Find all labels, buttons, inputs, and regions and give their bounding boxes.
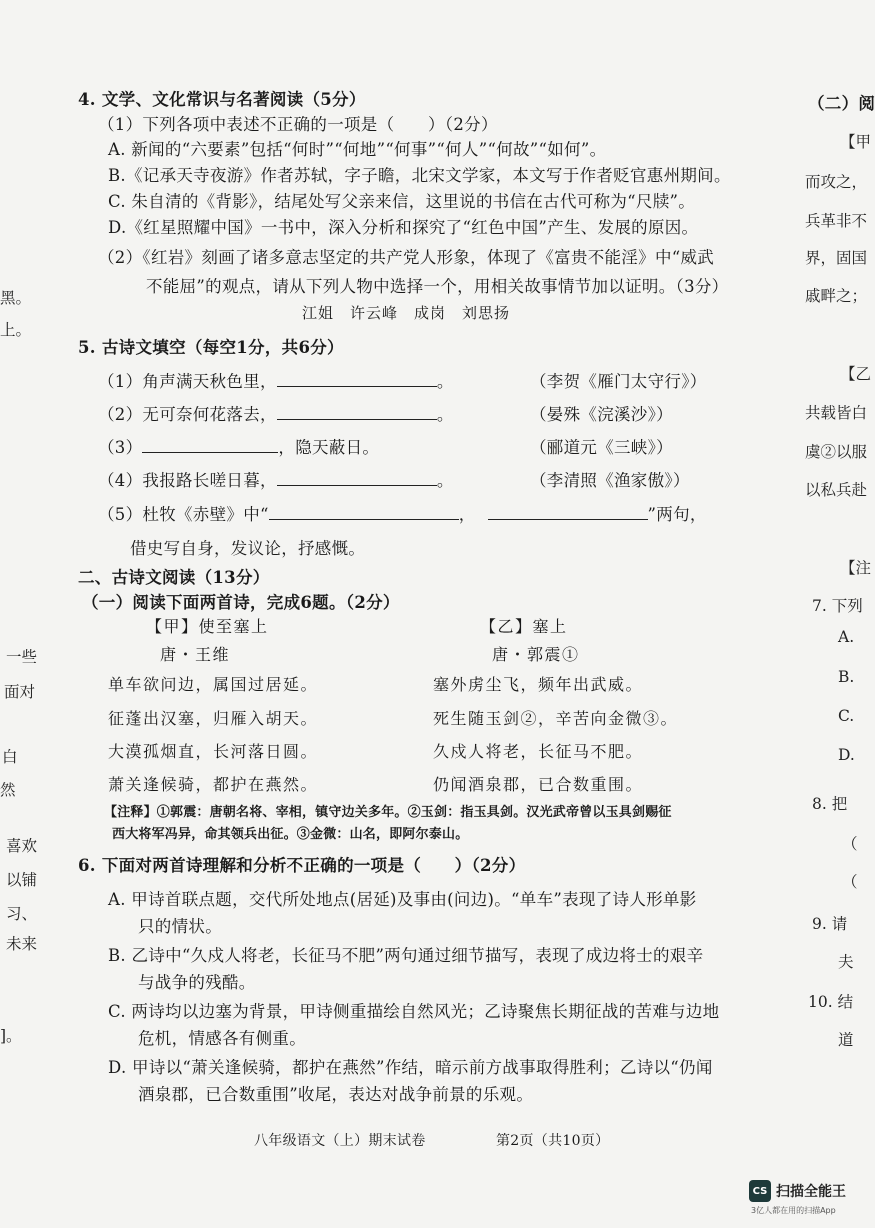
q4-option-d: D.《红星照耀中国》一书中，深入分析和探究了“红色中国”产生、发展的原因。: [108, 218, 699, 237]
right-edge-text-11: 7. 下列: [812, 597, 863, 615]
right-edge-text-10: 【注: [840, 559, 872, 577]
q5-blank-1[interactable]: [277, 370, 437, 387]
q5-source-3: （郦道元《三峡》）: [530, 438, 673, 457]
q4-sub2-line1: （2）《红岩》刻画了诸多意志坚定的共产党人形象，体现了《富贵不能淫》中“威武: [98, 248, 715, 267]
q5-blank-2[interactable]: [277, 403, 437, 420]
poem-a-line-3: 大漠孤烟直，长河落日圆。: [108, 742, 319, 761]
right-edge-text-20: 夫: [838, 953, 854, 971]
q5-source-1: （李贺《雁门太守行》）: [530, 372, 707, 391]
left-edge-text-1: 黑。: [0, 289, 32, 307]
q6-option-c-line2: 危机，情感各有侧重。: [138, 1029, 306, 1048]
poem-a-title: 【甲】使至塞上: [146, 617, 269, 636]
right-edge-text-18: （: [842, 873, 858, 891]
camscanner-tagline: 3亿人都在用的扫描App: [751, 1206, 836, 1215]
left-edge-text-4: 面对: [4, 683, 36, 701]
poem-a-line-1: 单车欲问边，属国过居延。: [108, 675, 319, 694]
right-edge-text-14: C.: [838, 707, 855, 725]
q6-option-b-line1: B. 乙诗中“久戍人将老，长征马不肥”两句通过细节描写，表现了成边将士的艰辛: [108, 946, 704, 965]
right-edge-text-8: 虞②以服: [805, 443, 868, 461]
q4-option-c: C. 朱自清的《背影》，结尾处写父亲来信，这里说的书信在古代可称为“尺牍”。: [108, 192, 696, 211]
poem-b-line-3: 久戍人将老，长征马不肥。: [433, 742, 644, 761]
poem-notes-line1: 【注释】①郭震：唐朝名将、宰相，镇守边关多年。②玉剑：指玉具剑。汉光武帝曾以玉具剑赐征: [104, 805, 672, 820]
q6-option-b-line2: 与战争的残酷。: [138, 973, 256, 992]
right-edge-text-15: D.: [838, 746, 855, 764]
right-edge-text-3: 兵革非不: [805, 212, 868, 230]
right-edge-text-4: 界，固国: [805, 249, 868, 267]
poem-notes-line2: 西大将军冯异，命其领兵出征。③金微：山名，即阿尔泰山。: [112, 827, 469, 842]
q5-source-4: （李清照《渔家傲》）: [530, 471, 690, 490]
right-edge-text-12: A.: [838, 628, 855, 646]
left-edge-text-3: 一些: [6, 648, 38, 666]
q5-item-1: （1）角声满天秋色里， 。: [98, 372, 454, 391]
q4-option-a: A. 新闻的“六要素”包括“何时”“何地”“何事”“何人”“何故”“如何”。: [108, 140, 607, 159]
camscanner-brand: 扫描全能王: [776, 1184, 846, 1200]
q6-option-a-line2: 只的情状。: [138, 917, 222, 936]
poem-b-author: 唐・郭震①: [492, 645, 580, 664]
footer-exam-name: 八年级语文（上）期末试卷: [254, 1133, 426, 1149]
q6-option-d-line2: 酒泉郡，已合数重围”收尾，表达对战争前景的乐观。: [138, 1085, 534, 1104]
right-edge-text-1: 【甲: [840, 133, 872, 151]
left-edge-text-9: 习、: [6, 905, 38, 923]
q4-sub1: （1）下列各项中表述不正确的一项是（ ）（2分）: [98, 115, 498, 134]
left-edge-text-6: 然: [0, 781, 16, 799]
q5-item-5-line2: 借史写自身，发议论，抒感慨。: [130, 539, 366, 558]
q6-option-d-line1: D. 甲诗以“萧关逢候骑，都护在燕然”作结，暗示前方战事取得胜利；乙诗以“仍闻: [108, 1058, 713, 1077]
q5-item-4: （4）我报路长嗟日暮， 。: [98, 471, 454, 490]
left-edge-text-8: 以铺: [6, 871, 38, 889]
section2-part1: （一）阅读下面两首诗，完成6题。（2分）: [82, 593, 400, 612]
right-edge-text-7: 共载皆白: [805, 404, 868, 422]
right-edge-text-6: 【乙: [840, 365, 872, 383]
q5-blank-4[interactable]: [277, 469, 437, 486]
poem-b-line-4: 仍闻酒泉郡，已合数重围。: [433, 775, 644, 794]
section2-title: 二、古诗文阅读（13分）: [78, 568, 270, 587]
right-edge-text-5: 戚畔之；: [805, 287, 868, 305]
q4-sub2-line2: 不能屈”的观点，请从下列人物中选择一个，用相关故事情节加以证明。（3分）: [146, 277, 729, 296]
q4-character-names: 江姐 许云峰 成岗 刘思扬: [302, 304, 511, 322]
poem-a-line-2: 征蓬出汉塞，归雁入胡天。: [108, 709, 319, 728]
left-edge-text-7: 喜欢: [6, 837, 38, 855]
right-edge-text-19: 9. 请: [812, 915, 848, 933]
q5-title: 5. 古诗文填空（每空1分，共6分）: [78, 338, 344, 357]
q5-item-5: （5）杜牧《赤壁》中“ ， ”两句，: [98, 505, 707, 524]
q5-blank-5a[interactable]: [269, 503, 459, 520]
left-edge-text-10: 未来: [6, 935, 38, 953]
right-edge-text-2: 而攻之，: [805, 173, 868, 191]
poem-a-line-4: 萧关逢候骑，都护在燕然。: [108, 775, 319, 794]
poem-b-line-2: 死生随玉剑②，辛苦向金微③。: [433, 709, 679, 728]
q5-blank-3[interactable]: [142, 436, 278, 453]
right-edge-text-16: 8. 把: [812, 795, 848, 813]
right-edge-text-17: （: [842, 835, 858, 853]
poem-b-title: 【乙】塞上: [480, 617, 568, 636]
footer-page-number: 第2页（共10页）: [496, 1133, 610, 1149]
right-edge-text-13: B.: [838, 668, 855, 686]
right-edge-text-9: 以私兵赴: [805, 481, 868, 499]
camscanner-logo-icon: CS: [749, 1180, 771, 1202]
q5-source-2: （晏殊《浣溪沙》）: [530, 405, 673, 424]
right-edge-text-22: 道: [838, 1031, 854, 1049]
q5-blank-5b[interactable]: [488, 503, 648, 520]
q5-item-3: （3） ，隐天蔽日。: [98, 438, 380, 457]
right-edge-heading: （二）阅: [808, 94, 875, 113]
q6-option-c-line1: C. 两诗均以边塞为背景，甲诗侧重描绘自然风光；乙诗聚焦长期征战的苦难与边地: [108, 1002, 720, 1021]
q6-title: 6. 下面对两首诗理解和分析不正确的一项是（ ）（2分）: [78, 856, 526, 875]
left-edge-text-2: 上。: [0, 321, 32, 339]
q5-item-2: （2）无可奈何花落去， 。: [98, 405, 454, 424]
q4-title: 4. 文学、文化常识与名著阅读（5分）: [78, 90, 366, 109]
poem-a-author: 唐・王维: [160, 645, 231, 664]
q6-option-a-line1: A. 甲诗首联点题，交代所处地点(居延)及事由(问边)。“单车”表现了诗人形单影: [108, 890, 697, 909]
right-edge-text-21: 10. 结: [808, 993, 854, 1011]
q4-option-b: B.《记承天寺夜游》作者苏轼，字子瞻，北宋文学家，本文写于作者贬官惠州期间。: [108, 166, 731, 185]
left-edge-text-11: ]。: [0, 1027, 22, 1045]
poem-b-line-1: 塞外虏尘飞，频年出武威。: [433, 675, 644, 694]
left-edge-text-5: 白: [2, 748, 18, 766]
